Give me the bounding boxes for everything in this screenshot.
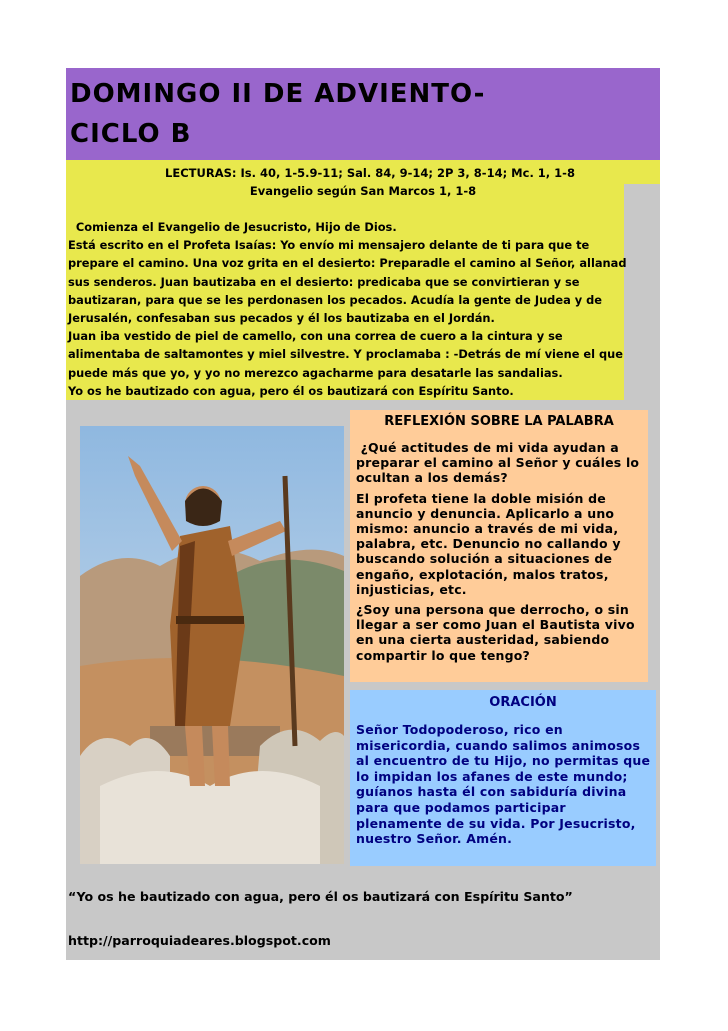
gospel-line: puede más que yo, y yo no merezco agacharme para desatarle las sandalias. xyxy=(68,365,563,380)
reflection-paragraph: El profeta tiene la doble misión de anuncio y denuncia. Aplicarlo a uno mismo: anuncio a través de mi vida, palabra, etc. Denuncio no callando y buscando solución a situaciones de engaño, explotación, malos tratos, injusticias, etc. xyxy=(356,490,621,597)
gospel-text xyxy=(68,218,628,400)
closing-quote: “Yo os he bautizado con agua, pero él os bautizará con Espíritu Santo” xyxy=(68,889,573,904)
prayer-body: Señor Todopoderoso, rico en misericordia, cuando salimos animosos al encuentro de tu Hijo, no permitas que lo impidan los afanes de este mundo; guíanos hasta él con sabiduría divina para que podamos participar plenamente de su vida. Por Jesucristo, nuestro Señor. Amén. xyxy=(356,722,651,847)
reflection-body xyxy=(356,440,646,668)
reflection-paragraph: ¿Soy una persona que derrocho, o sin llegar a ser como Juan el Bautista vivo en una cierta austeridad, sabiendo compartir lo que tengo? xyxy=(356,602,635,663)
gospel-line: Yo os he bautizado con agua, pero él os bautizará con Espíritu Santo. xyxy=(68,383,514,398)
gospel-line: Está escrito en el Profeta Isaías: Yo envío mi mensajero delante de ti para que te xyxy=(68,238,590,253)
gospel-line: bautizaran, para que se les perdonasen los pecados. Acudía la gente de Judea y de xyxy=(68,292,602,307)
page-title xyxy=(70,74,650,154)
title-line-2: CICLO B xyxy=(70,119,192,149)
gospel-line: Juan iba vestido de piel de camello, con una correa de cuero a la cintura y se xyxy=(68,329,563,344)
gospel-reference: Evangelio según San Marcos 1, 1-8 xyxy=(249,184,477,198)
reflection-paragraph: ¿Qué actitudes de mi vida ayudan a preparar el camino al Señor y cuáles lo ocultan a los demás? xyxy=(356,440,644,486)
gospel-line: sus senderos. Juan bautizaba en el desierto: predicaba que se convirtieran y se xyxy=(68,274,580,289)
prayer-title: ORACIÓN xyxy=(489,695,557,710)
reflection-title: REFLEXIÓN SOBRE LA PALABRA xyxy=(384,414,614,429)
gospel-line: prepare el camino. Una voz grita en el desierto: Preparadle el camino al Señor, allanad xyxy=(68,256,627,271)
blog-url: http://parroquiadeares.blogspot.com xyxy=(68,933,331,948)
john-the-baptist-illustration xyxy=(80,426,344,864)
readings-line: LECTURAS: Is. 40, 1-5.9-11; Sal. 84, 9-14; 2P 3, 8-14; Mc. 1, 1-8 xyxy=(165,166,575,180)
figure-belt xyxy=(176,616,244,624)
gospel-line: Jerusalén, confesaban sus pecados y él los bautizaba en el Jordán. xyxy=(68,311,495,326)
gospel-line: alimentaba de saltamontes y miel silvestre. Y proclamaba : -Detrás de mí viene el que xyxy=(68,347,624,362)
gospel-line: Comienza el Evangelio de Jesucristo, Hijo de Dios. xyxy=(68,220,397,234)
title-line-1: DOMINGO II DE ADVIENTO- xyxy=(70,79,486,109)
